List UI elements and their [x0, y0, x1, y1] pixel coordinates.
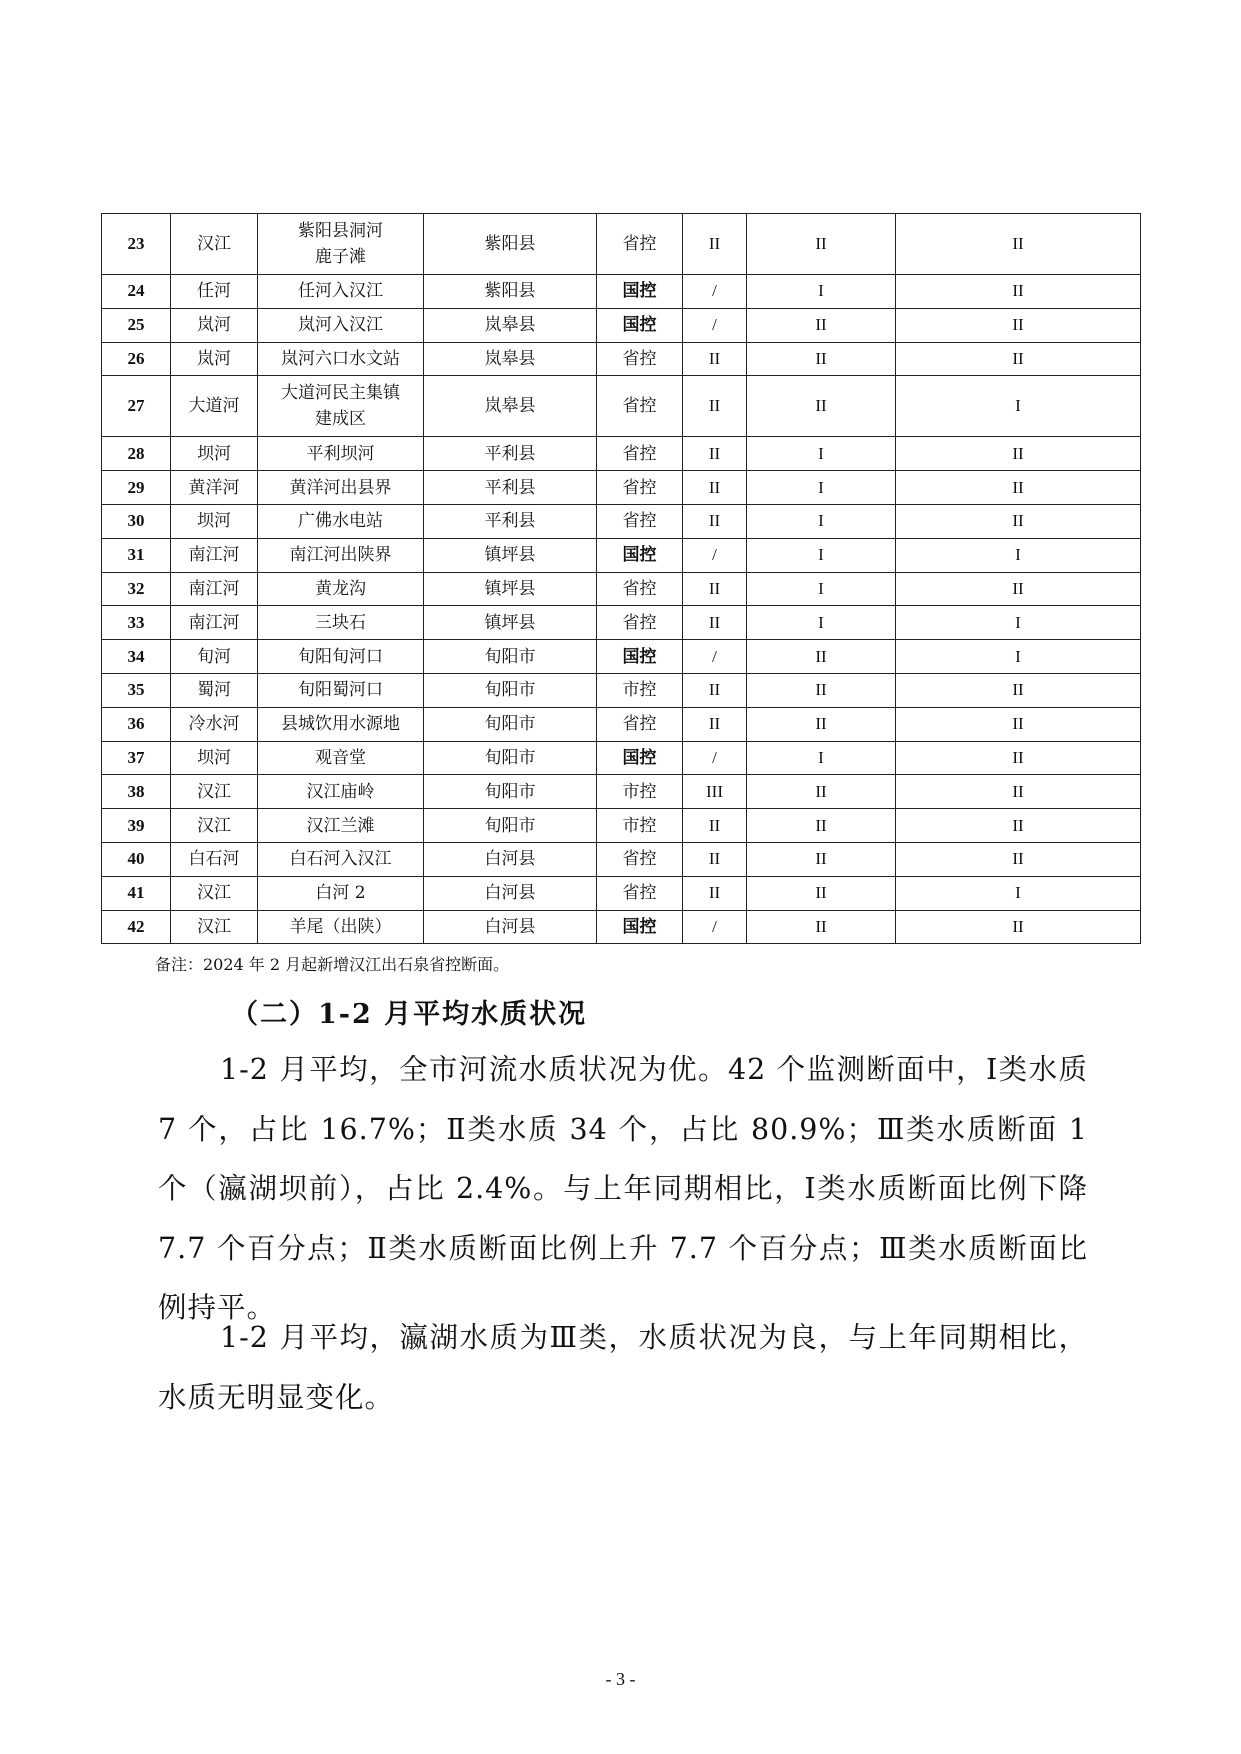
table-row	[102, 342, 1141, 376]
cell-class-1: II	[683, 376, 747, 437]
cell-section: 白石河入汉江	[258, 842, 424, 876]
cell-class-3: I	[896, 876, 1141, 910]
cell-class-3: II	[896, 572, 1141, 606]
cell-river: 坝河	[171, 504, 258, 538]
cell-section: 平利坝河	[258, 437, 424, 471]
cell-class-2: II	[747, 640, 896, 674]
cell-class-3: I	[896, 606, 1141, 640]
cell-number: 28	[102, 437, 171, 471]
cell-county: 镇坪县	[424, 606, 597, 640]
table-row	[102, 538, 1141, 572]
cell-control-level: 市控	[597, 809, 683, 843]
cell-class-3: II	[896, 471, 1141, 505]
table-row	[102, 741, 1141, 775]
cell-river: 冷水河	[171, 707, 258, 741]
cell-county: 平利县	[424, 437, 597, 471]
cell-class-3: II	[896, 842, 1141, 876]
cell-control-level: 市控	[597, 673, 683, 707]
cell-control-level: 省控	[597, 842, 683, 876]
cell-class-2: I	[747, 437, 896, 471]
cell-county: 镇坪县	[424, 538, 597, 572]
cell-number: 38	[102, 775, 171, 809]
cell-class-2: II	[747, 376, 896, 437]
cell-class-3: I	[896, 640, 1141, 674]
cell-section: 旬阳蜀河口	[258, 673, 424, 707]
cell-control-level: 省控	[597, 437, 683, 471]
table-row	[102, 640, 1141, 674]
cell-section: 岚河六口水文站	[258, 342, 424, 376]
cell-class-1: /	[683, 538, 747, 572]
cell-class-1: /	[683, 640, 747, 674]
table-row	[102, 437, 1141, 471]
table-row	[102, 842, 1141, 876]
cell-number: 32	[102, 572, 171, 606]
cell-control-level: 省控	[597, 876, 683, 910]
cell-river: 汉江	[171, 214, 258, 275]
cell-county: 旬阳市	[424, 673, 597, 707]
cell-river: 南江河	[171, 572, 258, 606]
cell-class-2: II	[747, 308, 896, 342]
cell-county: 镇坪县	[424, 572, 597, 606]
cell-class-3: II	[896, 707, 1141, 741]
cell-control-level: 省控	[597, 606, 683, 640]
cell-class-1: II	[683, 707, 747, 741]
table-row	[102, 876, 1141, 910]
cell-control-level: 省控	[597, 342, 683, 376]
cell-county: 紫阳县	[424, 214, 597, 275]
cell-class-3: II	[896, 775, 1141, 809]
cell-number: 37	[102, 741, 171, 775]
cell-river: 黄洋河	[171, 471, 258, 505]
table-body	[102, 214, 1141, 944]
cell-control-level: 省控	[597, 376, 683, 437]
cell-number: 27	[102, 376, 171, 437]
cell-class-2: II	[747, 876, 896, 910]
table-row	[102, 376, 1141, 437]
cell-class-2: I	[747, 504, 896, 538]
cell-class-1: II	[683, 504, 747, 538]
cell-section: 县城饮用水源地	[258, 707, 424, 741]
cell-county: 岚皋县	[424, 342, 597, 376]
cell-class-3: II	[896, 308, 1141, 342]
cell-control-level: 省控	[597, 707, 683, 741]
cell-section: 黄龙沟	[258, 572, 424, 606]
table-row	[102, 572, 1141, 606]
cell-class-3: II	[896, 214, 1141, 275]
table-row	[102, 809, 1141, 843]
cell-class-2: II	[747, 809, 896, 843]
cell-county: 白河县	[424, 842, 597, 876]
cell-county: 旬阳市	[424, 775, 597, 809]
cell-class-1: II	[683, 572, 747, 606]
cell-class-3: I	[896, 376, 1141, 437]
cell-class-3: II	[896, 741, 1141, 775]
table-note: 备注：2024 年 2 月起新增汉江出石泉省控断面。	[155, 955, 510, 974]
cell-control-level: 国控	[597, 538, 683, 572]
cell-county: 旬阳市	[424, 640, 597, 674]
cell-section: 汉江庙岭	[258, 775, 424, 809]
cell-river: 蜀河	[171, 673, 258, 707]
cell-number: 35	[102, 673, 171, 707]
cell-river: 任河	[171, 275, 258, 309]
cell-county: 岚皋县	[424, 308, 597, 342]
cell-number: 34	[102, 640, 171, 674]
cell-number: 31	[102, 538, 171, 572]
cell-class-2: II	[747, 342, 896, 376]
water-quality-table	[101, 213, 1141, 944]
cell-class-1: II	[683, 606, 747, 640]
paragraph-river-quality: 1-2 月平均，全市河流水质状况为优。42 个监测断面中，Ⅰ类水质 7 个，占比 16.7%；Ⅱ类水质 34 个，占比 80.9%；Ⅲ类水质断面 1 个（瀛湖坝前），占比 2.4%。与上年同期相比，Ⅰ类水质断面比例下降 7.7 个百分点；Ⅱ类水质断面比例上升 7.7 个百分点；Ⅲ类水质断面比例持平。	[158, 1053, 1088, 1324]
cell-number: 42	[102, 910, 171, 944]
cell-number: 24	[102, 275, 171, 309]
cell-river: 旬河	[171, 640, 258, 674]
cell-control-level: 国控	[597, 640, 683, 674]
cell-river: 南江河	[171, 538, 258, 572]
cell-river: 坝河	[171, 437, 258, 471]
cell-number: 41	[102, 876, 171, 910]
cell-river: 汉江	[171, 910, 258, 944]
cell-class-3: II	[896, 910, 1141, 944]
cell-number: 26	[102, 342, 171, 376]
table-row	[102, 471, 1141, 505]
cell-section: 大道河民主集镇 建成区	[258, 376, 424, 437]
cell-river: 岚河	[171, 342, 258, 376]
cell-class-1: /	[683, 910, 747, 944]
cell-control-level: 省控	[597, 214, 683, 275]
cell-river: 汉江	[171, 775, 258, 809]
table-row	[102, 775, 1141, 809]
cell-section: 广佛水电站	[258, 504, 424, 538]
paragraph-lake-quality: 1-2 月平均，瀛湖水质为Ⅲ类，水质状况为良，与上年同期相比，水质无明显变化。	[158, 1321, 1088, 1414]
table-row	[102, 707, 1141, 741]
cell-river: 汉江	[171, 876, 258, 910]
cell-control-level: 省控	[597, 572, 683, 606]
cell-control-level: 国控	[597, 741, 683, 775]
section-heading: （二）1-2 月平均水质状况	[231, 999, 588, 1030]
cell-control-level: 省控	[597, 471, 683, 505]
cell-number: 36	[102, 707, 171, 741]
cell-section: 羊尾（出陕）	[258, 910, 424, 944]
cell-number: 29	[102, 471, 171, 505]
cell-county: 白河县	[424, 876, 597, 910]
cell-class-1: II	[683, 809, 747, 843]
cell-county: 岚皋县	[424, 376, 597, 437]
cell-section: 三块石	[258, 606, 424, 640]
cell-class-2: I	[747, 741, 896, 775]
cell-section: 南江河出陕界	[258, 538, 424, 572]
cell-county: 旬阳市	[424, 741, 597, 775]
table-row	[102, 214, 1141, 275]
cell-class-1: /	[683, 741, 747, 775]
cell-number: 23	[102, 214, 171, 275]
cell-class-2: II	[747, 910, 896, 944]
cell-control-level: 国控	[597, 910, 683, 944]
cell-class-3: II	[896, 504, 1141, 538]
page-number: - 3 -	[605, 1669, 636, 1689]
cell-section: 白河 2	[258, 876, 424, 910]
cell-number: 33	[102, 606, 171, 640]
table-row	[102, 673, 1141, 707]
table-row	[102, 910, 1141, 944]
cell-class-1: /	[683, 275, 747, 309]
cell-river: 坝河	[171, 741, 258, 775]
cell-class-1: II	[683, 437, 747, 471]
cell-number: 40	[102, 842, 171, 876]
cell-control-level: 市控	[597, 775, 683, 809]
cell-section: 汉江兰滩	[258, 809, 424, 843]
cell-county: 白河县	[424, 910, 597, 944]
cell-class-3: II	[896, 342, 1141, 376]
cell-class-2: I	[747, 572, 896, 606]
cell-control-level: 省控	[597, 504, 683, 538]
cell-county: 平利县	[424, 471, 597, 505]
cell-county: 旬阳市	[424, 707, 597, 741]
table-row	[102, 275, 1141, 309]
cell-class-3: II	[896, 437, 1141, 471]
cell-class-2: II	[747, 842, 896, 876]
cell-river: 岚河	[171, 308, 258, 342]
cell-county: 紫阳县	[424, 275, 597, 309]
cell-class-3: I	[896, 538, 1141, 572]
cell-section: 岚河入汉江	[258, 308, 424, 342]
cell-section: 任河入汉江	[258, 275, 424, 309]
table-row	[102, 504, 1141, 538]
cell-class-1: II	[683, 842, 747, 876]
cell-control-level: 国控	[597, 275, 683, 309]
cell-class-1: II	[683, 214, 747, 275]
cell-class-2: I	[747, 275, 896, 309]
cell-river: 汉江	[171, 809, 258, 843]
table-row	[102, 606, 1141, 640]
cell-class-2: II	[747, 775, 896, 809]
cell-class-2: II	[747, 214, 896, 275]
cell-section: 紫阳县洞河 鹿子滩	[258, 214, 424, 275]
cell-class-3: II	[896, 673, 1141, 707]
cell-county: 旬阳市	[424, 809, 597, 843]
cell-class-2: II	[747, 707, 896, 741]
cell-river: 白石河	[171, 842, 258, 876]
cell-section: 观音堂	[258, 741, 424, 775]
cell-number: 25	[102, 308, 171, 342]
cell-class-2: I	[747, 471, 896, 505]
table-row	[102, 308, 1141, 342]
cell-class-1: III	[683, 775, 747, 809]
cell-class-2: I	[747, 538, 896, 572]
cell-class-1: II	[683, 471, 747, 505]
cell-river: 南江河	[171, 606, 258, 640]
cell-class-1: /	[683, 308, 747, 342]
cell-class-2: II	[747, 673, 896, 707]
cell-class-1: II	[683, 673, 747, 707]
cell-river: 大道河	[171, 376, 258, 437]
cell-class-1: II	[683, 876, 747, 910]
cell-class-3: II	[896, 809, 1141, 843]
cell-control-level: 国控	[597, 308, 683, 342]
cell-class-2: I	[747, 606, 896, 640]
cell-county: 平利县	[424, 504, 597, 538]
cell-class-1: II	[683, 342, 747, 376]
cell-number: 39	[102, 809, 171, 843]
cell-class-3: II	[896, 275, 1141, 309]
cell-section: 旬阳旬河口	[258, 640, 424, 674]
cell-section: 黄洋河出县界	[258, 471, 424, 505]
cell-number: 30	[102, 504, 171, 538]
